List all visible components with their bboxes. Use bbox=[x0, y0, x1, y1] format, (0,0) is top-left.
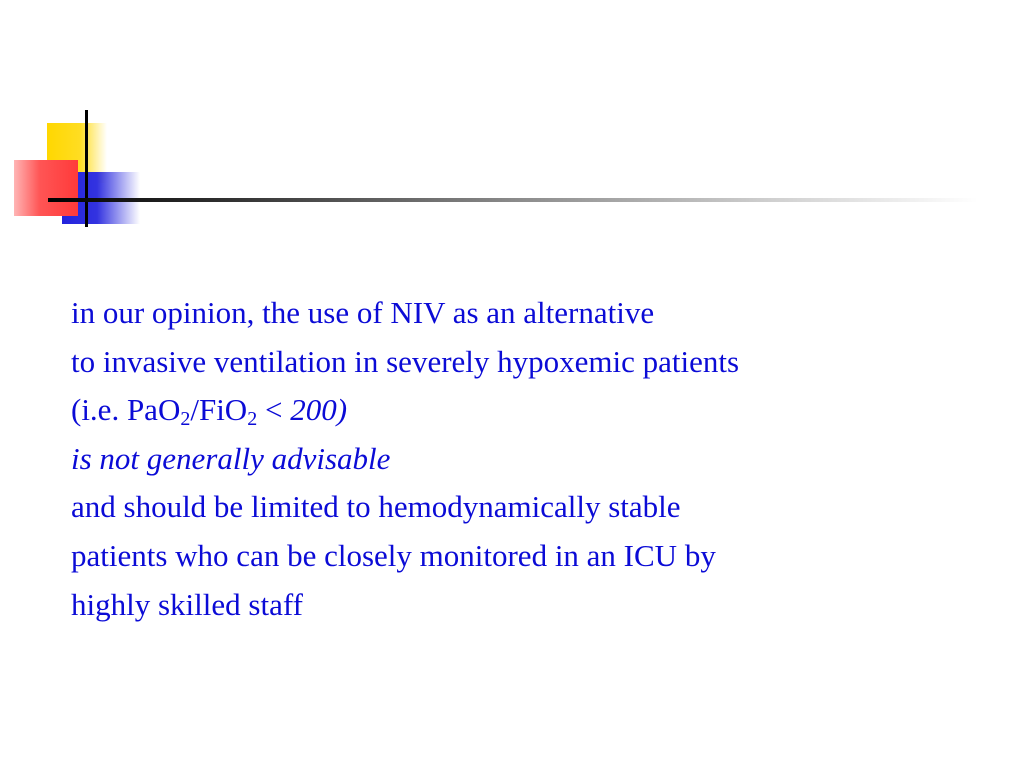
text-line-6: patients who can be closely monitored in an ICU by bbox=[71, 537, 716, 573]
threshold-value: 200) bbox=[290, 392, 348, 428]
subscript-2: 2 bbox=[180, 408, 191, 431]
text-line-1: in our opinion, the use of NIV as an alternative bbox=[71, 295, 655, 330]
ratio-mid: /FiO bbox=[190, 392, 248, 428]
ratio-prefix: (i.e. PaO bbox=[71, 392, 181, 428]
text-line-4: is not generally advisable bbox=[71, 440, 391, 476]
red-square bbox=[14, 160, 78, 216]
less-than-operator: < bbox=[257, 392, 291, 428]
slide-body-text bbox=[71, 289, 971, 629]
slide-decoration bbox=[0, 0, 1024, 240]
text-line-5: and should be limited to hemodynamically stable bbox=[71, 489, 681, 525]
horizontal-rule bbox=[48, 198, 978, 202]
text-line-3 bbox=[71, 386, 971, 435]
text-line-7: highly skilled staff bbox=[71, 586, 303, 622]
subscript-2: 2 bbox=[247, 408, 258, 431]
vertical-rule bbox=[85, 110, 88, 227]
text-line-2: to invasive ventilation in severely hypoxemic patients bbox=[71, 343, 740, 379]
